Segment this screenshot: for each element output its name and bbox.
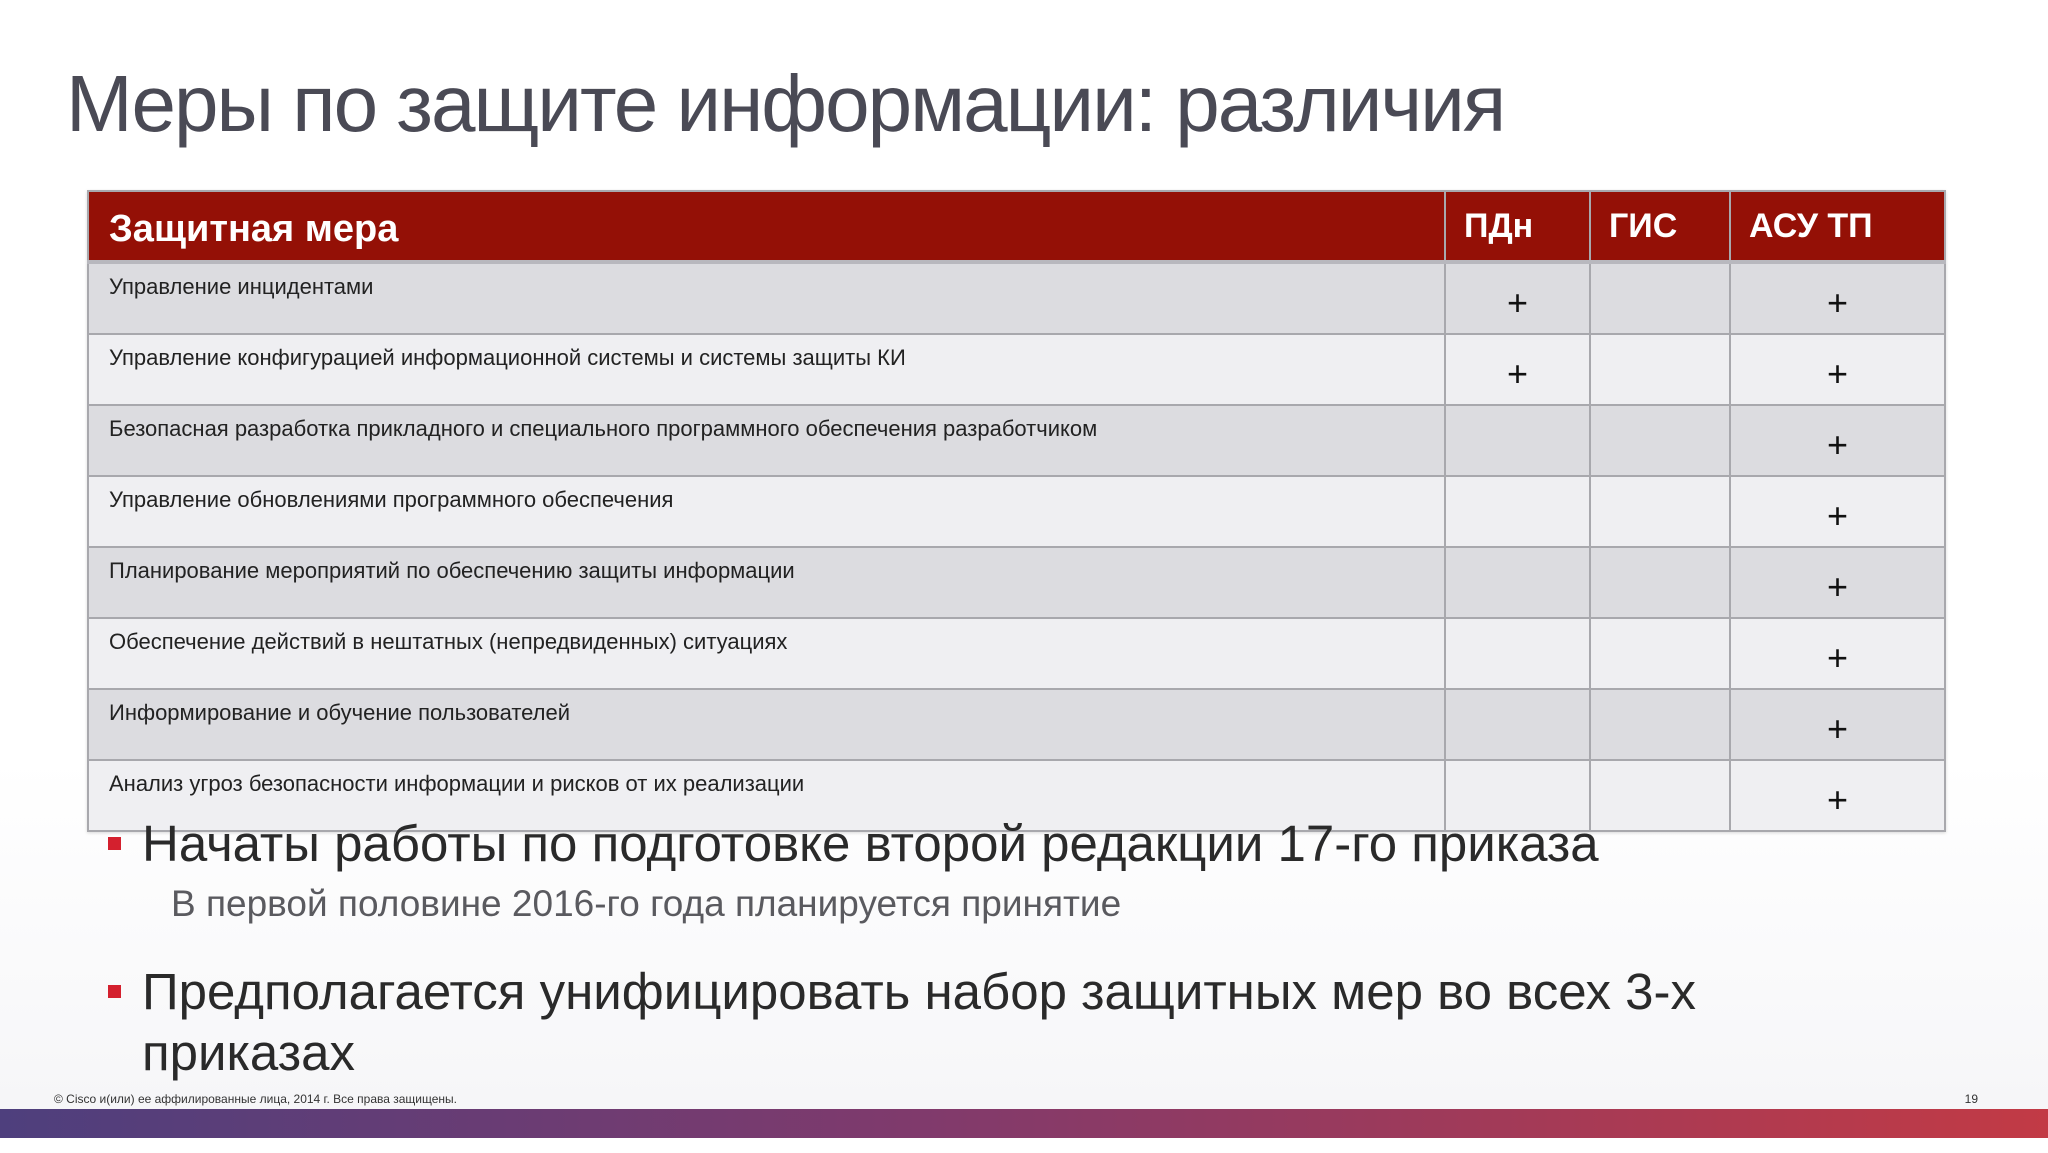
measure-name: Планирование мероприятий по обеспечению защиты информации [88,547,1445,618]
slide-title: Меры по защите информации: различия [66,59,1505,148]
pdn-mark [1445,618,1590,689]
table-row [88,262,1945,334]
pdn-mark: + [1445,262,1590,334]
bullet-square-icon [108,837,121,850]
table-row [88,405,1945,476]
pdn-mark [1445,547,1590,618]
header-gis: ГИС [1590,191,1730,262]
bullet-item [104,961,1842,1083]
gis-mark [1590,405,1730,476]
table-row [88,618,1945,689]
copyright-notice: © Cisco и(или) ее аффилированные лица, 2014 г. Все права защищены. [54,1092,457,1106]
gis-mark [1590,618,1730,689]
footer-gradient-bar [0,1109,2048,1138]
gis-mark [1590,262,1730,334]
asu-mark: + [1730,547,1945,618]
measure-name: Управление инцидентами [88,262,1445,334]
asu-mark: + [1730,334,1945,405]
asu-mark: + [1730,405,1945,476]
asu-mark: + [1730,262,1945,334]
pdn-mark [1445,405,1590,476]
pdn-mark: + [1445,334,1590,405]
table-row [88,547,1945,618]
bullet-text: Начаты работы по подготовке второй редакции 17-го приказа [142,815,1599,872]
measure-name: Управление конфигурацией информационной системы и системы защиты КИ [88,334,1445,405]
gis-mark [1590,689,1730,760]
sub-bullet-text: В первой половине 2016-го года планируется принятие [171,883,1122,925]
asu-mark: + [1730,760,1945,831]
gis-mark [1590,547,1730,618]
measure-name: Анализ угроз безопасности информации и рисков от их реализации [88,760,1445,831]
header-asu-tp: АСУ ТП [1730,191,1945,262]
bullet-item [104,813,1924,874]
measure-name: Безопасная разработка прикладного и специального программного обеспечения разработчиком [88,405,1445,476]
pdn-mark [1445,689,1590,760]
measure-name: Обеспечение действий в нештатных (непредвиденных) ситуациях [88,618,1445,689]
asu-mark: + [1730,476,1945,547]
asu-mark: + [1730,689,1945,760]
measure-name: Управление обновлениями программного обеспечения [88,476,1445,547]
table-row [88,334,1945,405]
page-number: 19 [1964,1092,1978,1106]
table-row [88,476,1945,547]
table-header-row [88,191,1945,262]
gis-mark [1590,476,1730,547]
asu-mark: + [1730,618,1945,689]
bullet-list [104,813,1924,1083]
bullet-text: Предполагается унифицировать набор защитных мер во всех 3-х приказах [142,962,1696,1081]
gis-mark [1590,334,1730,405]
header-pdn: ПДн [1445,191,1590,262]
header-protective-measure: Защитная мера [88,191,1445,262]
bottom-margin [0,1138,2048,1153]
pdn-mark [1445,476,1590,547]
measure-name: Информирование и обучение пользователей [88,689,1445,760]
table-row [88,689,1945,760]
bullet-square-icon [108,985,121,998]
measures-table [87,190,1946,832]
